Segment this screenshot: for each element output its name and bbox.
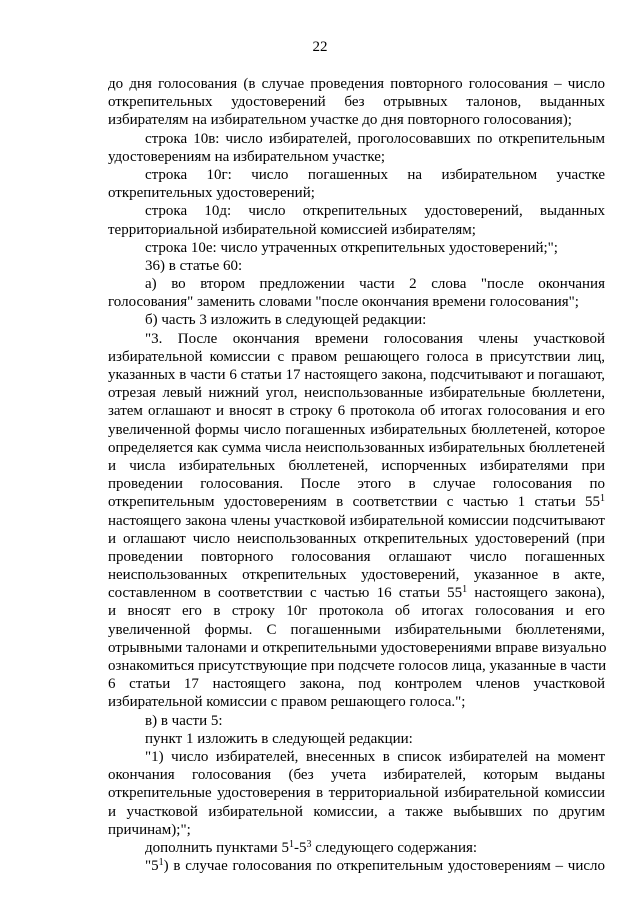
text-line: [108, 530, 605, 548]
text-segment: избирателям на избирательном участке до дня повторного голосования);: [108, 112, 572, 129]
text-line: [108, 621, 605, 639]
text-segment: 36) в статье 60:: [145, 257, 243, 274]
text-line: [108, 475, 605, 493]
text-line: [108, 202, 605, 220]
text-line: [108, 439, 605, 457]
text-segment: составленном в соответствии с частью 16 статьи 55: [108, 585, 463, 602]
text-line: [108, 275, 605, 293]
text-line: [108, 857, 605, 875]
text-segment: ознакомиться присутствующие при подсчете голосов лица, указанные в части: [108, 658, 607, 674]
text-line: [108, 311, 605, 329]
text-segment: затем оглашают и вносят в строку 6 протокола об итогах голосования и его: [108, 403, 605, 420]
text-segment: в) в части 5:: [145, 712, 223, 729]
text-segment: следующего содержания:: [311, 839, 478, 856]
text-segment: до дня голосования (в случае проведения повторного голосования – число: [108, 76, 605, 92]
text-segment: неиспользованных открепительных удостоверений, указанное в акте,: [108, 567, 605, 584]
text-segment: голосования" заменить словами "после окончания времени голосования";: [108, 294, 579, 311]
text-segment: удостоверениям на избирательном участке;: [108, 148, 386, 165]
text-line: [108, 784, 605, 802]
text-segment: указанных в части 6 статьи 17 настоящего закона, подсчитывают и погашают,: [108, 367, 605, 383]
text-segment: территориальной избирательной комиссией избирателям;: [108, 221, 476, 238]
text-segment: окончания голосования (без учета избирателей, которым выданы: [108, 767, 605, 784]
text-line: [108, 221, 605, 239]
text-line: [108, 384, 605, 402]
text-line: [108, 239, 605, 257]
text-line: [108, 366, 605, 384]
text-segment: а) во втором предложении части 2 слова "после окончания: [145, 276, 605, 293]
superscript: 1: [158, 857, 164, 869]
text-line: [108, 730, 605, 748]
text-segment: причинам);";: [108, 821, 191, 838]
text-segment: "1) число избирателей, внесенных в список избирателей на момент: [145, 748, 605, 765]
text-segment: строка 10г: число погашенных на избирательном участке: [145, 166, 605, 183]
text-line: [108, 839, 605, 857]
text-segment: 6 статьи 17 настоящего закона, под контролем членов участковой: [108, 676, 605, 693]
text-segment: настоящего закона),: [467, 585, 606, 602]
text-segment: открепительные удостоверения в территориальной избирательной комиссии: [108, 785, 605, 802]
text-line: [108, 602, 605, 620]
text-line: [108, 111, 605, 129]
text-segment: открепительным удостоверениям в соответствии с частью 1 статьи 55: [108, 494, 600, 511]
body-text: [108, 75, 605, 875]
text-line: [108, 766, 605, 784]
text-line: [108, 803, 605, 821]
text-line: [108, 166, 605, 184]
text-segment: избирательной комиссии с правом решающего голоса в присутствии лиц,: [108, 348, 605, 365]
text-segment: увеличенной формы число погашенных избирательных бюллетеней, которое: [108, 421, 605, 438]
text-line: [108, 675, 605, 693]
text-line: [108, 493, 605, 511]
text-segment: и оглашают число неиспользованных открепительных удостоверений (при: [108, 530, 605, 547]
text-segment: проведении голосования. После этого в случае голосования по: [108, 476, 605, 493]
text-segment: -5: [293, 839, 307, 856]
text-segment: ) в случае голосования по открепительным удостоверениям – число: [163, 858, 605, 875]
text-line: [108, 657, 605, 675]
text-segment: дополнить пунктами 5: [145, 839, 289, 856]
text-segment: б) часть 3 изложить в следующей редакции:: [145, 312, 427, 329]
text-line: [108, 93, 605, 111]
text-segment: отрывными талонами и открепительными удостоверениями вправе визуально: [108, 639, 607, 656]
page-number: 22: [312, 39, 328, 55]
text-segment: и вносят его в строку 10г протокола об итогах голосования и его: [108, 603, 605, 620]
text-segment: строка 10в: число избирателей, проголосовавших по открепительным: [145, 130, 605, 147]
text-segment: "3. После окончания времени голосования члены участковой: [145, 330, 605, 347]
superscript: 3: [306, 838, 312, 850]
text-line: [108, 130, 605, 148]
text-line: [108, 293, 605, 311]
text-line: [108, 548, 605, 566]
text-segment: увеличенной формы. С погашенными избирательными бюллетенями,: [108, 621, 605, 638]
text-line: [108, 693, 605, 711]
text-line: [108, 330, 605, 348]
text-line: [108, 457, 605, 475]
text-line: [108, 184, 605, 202]
text-segment: настоящего закона члены участковой избирательной комиссии подсчитывают: [108, 512, 605, 529]
text-segment: открепительных удостоверений без отрывных талонов, выданных: [108, 94, 605, 111]
text-segment: пункт 1 изложить в следующей редакции:: [145, 730, 413, 747]
text-segment: отрезая левый нижний угол, неиспользованные избирательные бюллетени,: [108, 385, 605, 402]
text-line: [108, 821, 605, 839]
text-segment: "5: [145, 858, 159, 875]
text-line: [108, 421, 605, 439]
text-line: [108, 348, 605, 366]
text-line: [108, 584, 605, 602]
text-line: [108, 712, 605, 730]
text-segment: избирательной комиссии с правом решающего голоса.";: [108, 694, 466, 711]
text-line: [108, 566, 605, 584]
text-line: [108, 257, 605, 275]
text-segment: и числа избирательных бюллетеней, испорченных избирателями при: [108, 457, 605, 474]
superscript: 1: [288, 838, 294, 850]
text-line: [108, 512, 605, 530]
text-segment: и участковой избирательной комиссии, а также выбывших по другим: [108, 803, 605, 820]
text-line: [108, 402, 605, 420]
text-line: [108, 75, 605, 93]
text-segment: строка 10д: число открепительных удостоверений, выданных: [145, 203, 605, 220]
text-segment: строка 10е: число утраченных открепительных удостоверений;";: [145, 239, 558, 256]
text-line: [108, 748, 605, 766]
text-segment: определяется как сумма числа неиспользованных избирательных бюллетеней: [108, 439, 605, 456]
text-line: [108, 639, 605, 657]
text-line: [108, 148, 605, 166]
text-segment: открепительных удостоверений;: [108, 185, 315, 202]
superscript: 1: [462, 584, 468, 596]
superscript: 1: [600, 493, 605, 505]
text-segment: проведении повторного голосования оглашают число погашенных: [108, 548, 605, 565]
